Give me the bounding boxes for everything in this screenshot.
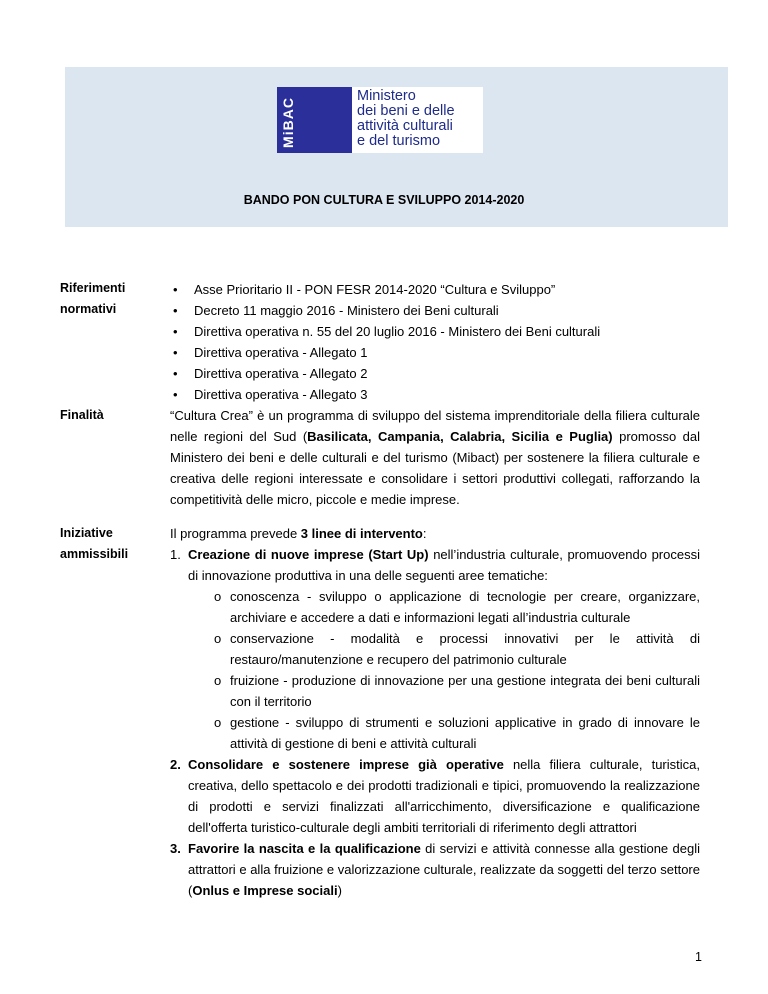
logo-mark (277, 87, 352, 153)
logo-line: e del turismo (357, 133, 441, 149)
text-run: promosso dal Ministero dei beni e delle culturali e del turismo (Mibact) per sostenere la filiera culturale e creativa delle regioni interessate e consolidare i settori produttivi collegati, rafforzando la competitività delle micro, piccole e medie imprese. (170, 429, 700, 507)
item-number: 2. (170, 757, 181, 772)
item-number: 1. (170, 547, 181, 562)
logo-acronym: MiBAC (279, 97, 296, 148)
logo-line: Ministero (357, 88, 416, 104)
label-line: ammissibili (60, 547, 129, 561)
sub-marker: o (214, 715, 222, 730)
label-line: Riferimenti (60, 281, 126, 295)
sub-marker: o (214, 631, 222, 646)
sub-marker: o (214, 673, 222, 688)
label-line: Iniziative (60, 526, 113, 540)
list-item: • Decreto 11 maggio 2016 - Ministero dei Beni culturali (170, 300, 700, 321)
label-finalita: Finalità (60, 408, 104, 422)
label-iniziative (60, 523, 128, 565)
page-number: 1 (695, 950, 702, 964)
list-item-3 (170, 838, 700, 901)
regions-bold: Basilicata, Campania, Calabria, Sicilia e Puglia) (307, 429, 613, 444)
sub-item (170, 712, 700, 754)
logo-line: attività culturali (357, 118, 453, 134)
text-bold: 3 linee di intervento (300, 526, 423, 541)
text-run: nell’industria culturale, promuovendo processi di innovazione produttiva in una delle seguenti aree tematiche: (188, 547, 700, 583)
text-bold: Favorire la nascita e la qualificazione (188, 841, 421, 856)
text-run: di servizi e attività connesse alla gestione degli attrattori e alla fruizione e valorizzazione culturale, realizzate da soggetti del terzo settore ( (188, 841, 700, 898)
iniziative-section (170, 523, 700, 901)
label-riferimenti (60, 278, 125, 320)
riferimenti-list (170, 279, 700, 405)
list-item: • Direttiva operativa n. 55 del 20 luglio 2016 - Ministero dei Beni culturali (170, 321, 700, 342)
sub-marker: o (214, 589, 222, 604)
list-item: • Direttiva operativa - Allegato 1 (170, 342, 700, 363)
sub-item (170, 628, 700, 670)
text-run: gestione - sviluppo di strumenti e soluzioni applicative in grado di innovare le attività di gestione di beni e attività culturali (230, 715, 700, 751)
text-bold: Onlus e Imprese sociali (192, 883, 338, 898)
list-item: • Direttiva operativa - Allegato 3 (170, 384, 700, 405)
label-line: normativi (60, 302, 117, 316)
text-run: nella filiera culturale, turistica, creativa, dello spettacolo e dei prodotti tradizionali e tipici, promuovendo la realizzazione di prodotti e servizi finalizzati all'arricchimento, diversificazione e qualificazione dell'offerta turistico-culturale degli ambiti territoriali di riferimento degli attrattori (188, 757, 700, 835)
logo-line: dei beni e delle (357, 103, 455, 119)
list-item-2 (170, 754, 700, 838)
list-item: • Asse Prioritario II - PON FESR 2014-2020 “Cultura e Sviluppo” (170, 279, 700, 300)
text-run: Il programma prevede (170, 526, 301, 541)
sub-item (170, 670, 700, 712)
text-bold: Creazione di nuove imprese (Start Up) (188, 547, 429, 562)
text-run: ) (337, 883, 342, 898)
text-bold: Consolidare e sostenere imprese già operative (188, 757, 504, 772)
text-run: conoscenza - sviluppo o applicazione di tecnologie per creare, organizzare, archiviare e accedere a dati e informazioni legati all’industria culturale (230, 589, 700, 625)
intro-line (170, 523, 700, 544)
text-run: “Cultura Crea” è un programma di sviluppo del sistema imprenditoriale della filiera culturale nelle regioni del Sud ( (170, 408, 700, 444)
finalita-paragraph (170, 405, 700, 510)
ministry-logo (277, 87, 483, 153)
document-title: BANDO PON CULTURA E SVILUPPO 2014-2020 (243, 193, 525, 207)
text-run: fruizione - produzione di innovazione per una gestione integrata dei beni culturali con il territorio (230, 673, 700, 709)
text-run: : (422, 526, 427, 541)
logo-text (357, 89, 455, 149)
sub-item (170, 586, 700, 628)
item-number: 3. (170, 841, 181, 856)
text-run: conservazione - modalità e processi innovativi per le attività di restauro/manutenzione e recupero del patrimonio culturale (230, 631, 700, 667)
list-item-1 (170, 544, 700, 586)
list-item: • Direttiva operativa - Allegato 2 (170, 363, 700, 384)
